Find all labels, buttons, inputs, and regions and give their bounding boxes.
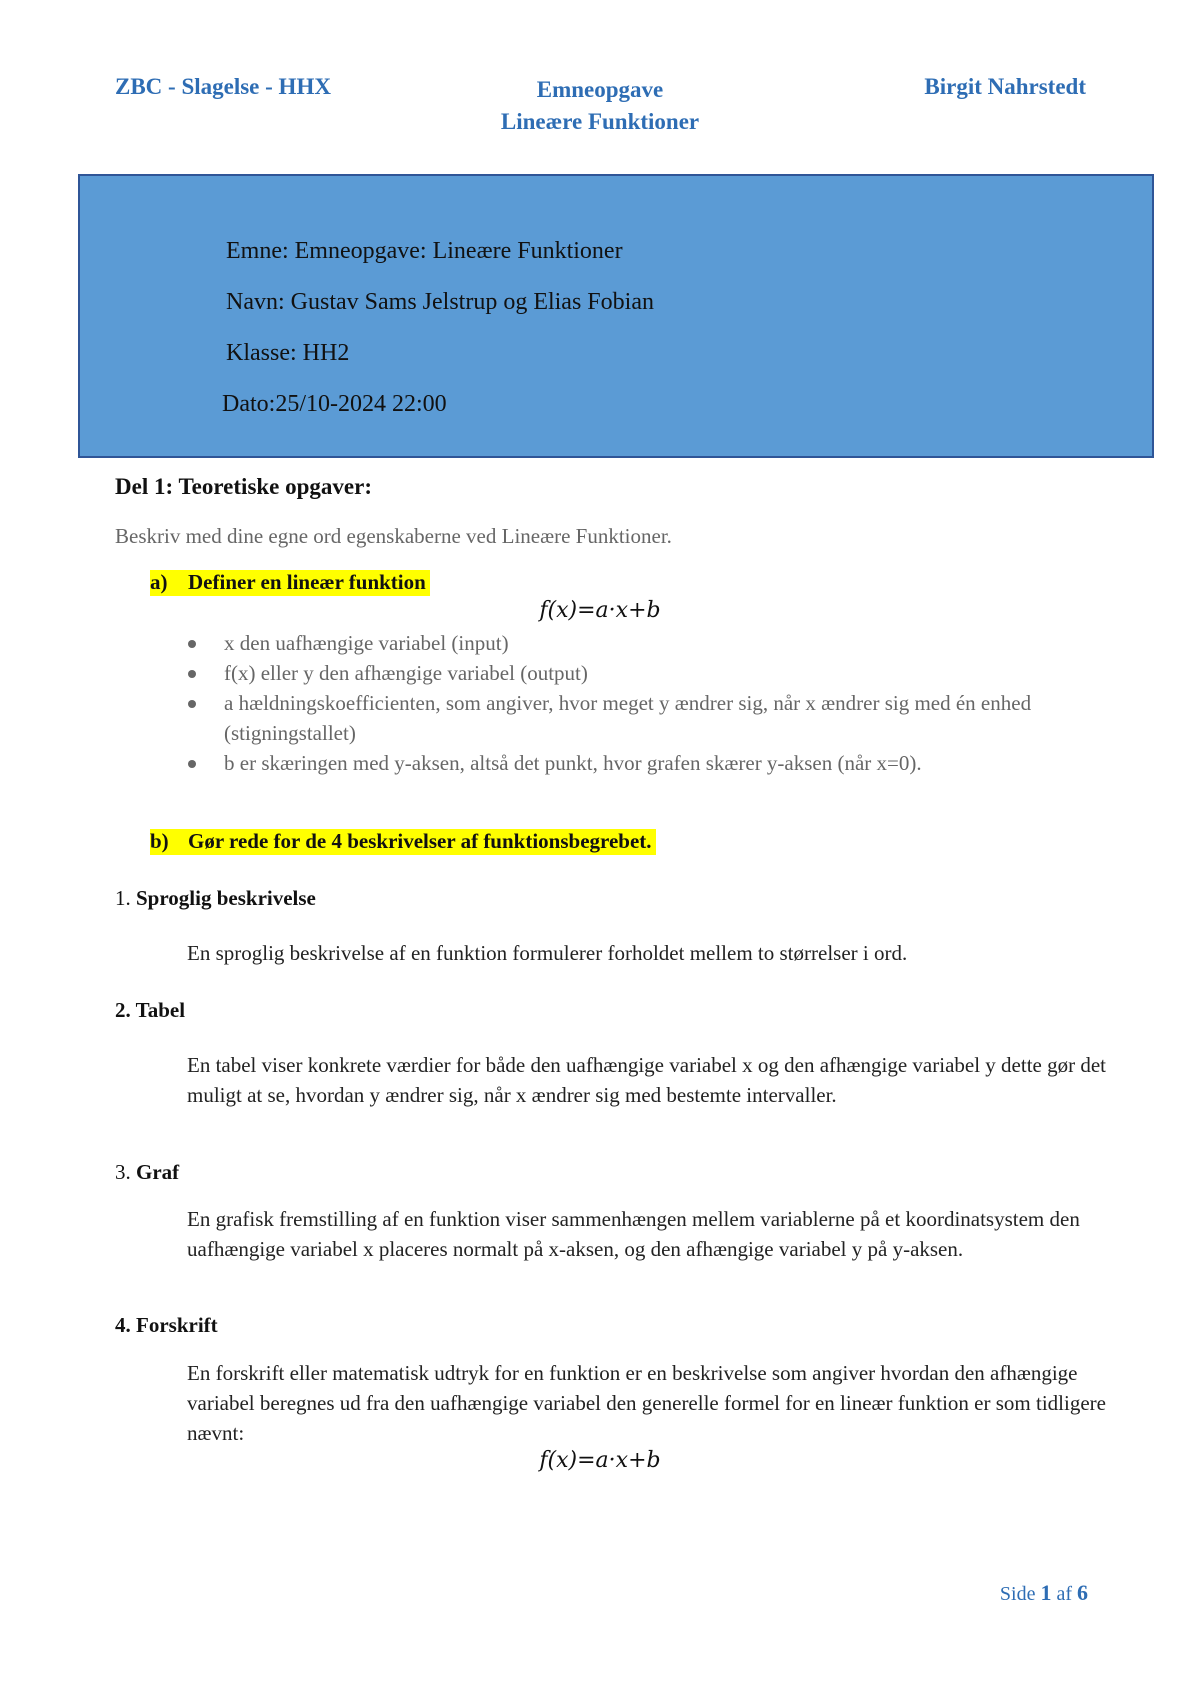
section-4-body: En forskrift eller matematisk udtryk for en funktion er en beskrivelse som angiver hvordan den afhængige variabel beregnes ud fra den uafhængige variabel den generelle formel for en lineær funktion er som tidligere nævnt: — [187, 1361, 1106, 1445]
section-1-title — [115, 886, 316, 911]
task-b-label: b) — [150, 829, 169, 853]
section-4-title — [115, 1313, 218, 1338]
section-3-title — [115, 1160, 179, 1185]
section-2-body: En tabel viser konkrete værdier for både den uafhængige variabel x og den afhængige variabel y dette gør det muligt at se, hvordan y ændrer sig, når x ændrer sig med bestemte intervaller. — [187, 1053, 1107, 1107]
info-box — [78, 174, 1154, 458]
header-title-line2: Lineære Funktioner — [500, 109, 700, 134]
list-item: b er skæringen med y-aksen, altså det punkt, hvor grafen skærer y-aksen (når x=0). — [186, 748, 1086, 778]
section-4-name: Forskrift — [136, 1313, 218, 1337]
info-dato: Dato:25/10-2024 22:00 — [222, 391, 447, 417]
section-1-body: En sproglig beskrivelse af en funktion formulerer forholdet mellem to størrelser i ord. — [187, 941, 908, 965]
header-school: ZBC - Slagelse - HHX — [115, 74, 331, 99]
formula-a: f(x)=a·x+b — [539, 598, 661, 623]
section-2-title — [115, 998, 185, 1023]
section-1-number: 1. — [115, 886, 131, 910]
list-item: f(x) eller y den afhængige variabel (output) — [186, 658, 1086, 688]
page-current: 1 — [1040, 1580, 1052, 1605]
section-2-name: Tabel — [135, 998, 186, 1022]
section-2-number: 2. — [115, 998, 131, 1022]
task-a-label: a) — [150, 570, 168, 594]
page-side-label: Side — [999, 1583, 1036, 1605]
list-item: x den uafhængige variabel (input) — [186, 628, 1086, 658]
page-total: 6 — [1077, 1580, 1088, 1605]
info-navn: Navn: Gustav Sams Jelstrup og Elias Fobian — [226, 289, 654, 315]
section-3-body: En grafisk fremstilling af en funktion viser sammenhængen mellem variablerne på et koordinatsystem den uafhængige variabel x placeres normalt på x-aksen, og den afhængige variabel y på y-aksen. — [187, 1207, 1080, 1261]
section-3-number: 3. — [115, 1160, 131, 1184]
formula-forskrift: f(x)=a·x+b — [539, 1448, 661, 1473]
header-teacher: Birgit Nahrstedt — [924, 74, 1086, 99]
list-item: a hældningskoefficienten, som angiver, hvor meget y ændrer sig, når x ændrer sig med én enhed (stigningstallet) — [186, 688, 1086, 748]
section-heading-del1: Del 1: Teoretiske opgaver: — [115, 474, 373, 499]
task-b-heading — [150, 829, 656, 855]
header-title-line1: Emneopgave — [536, 77, 664, 102]
section-4-number: 4. — [115, 1313, 131, 1337]
info-emne: Emne: Emneopgave: Lineære Funktioner — [226, 238, 623, 264]
definition-list — [186, 628, 1086, 778]
info-klasse: Klasse: HH2 — [226, 340, 350, 366]
page-af-label: af — [1056, 1583, 1072, 1605]
page-number — [1000, 1580, 1088, 1606]
task-a-heading — [150, 570, 430, 596]
section-1-name: Sproglig beskrivelse — [136, 886, 316, 910]
section-3-name: Graf — [136, 1160, 180, 1184]
task-a-text: Definer en lineær funktion — [188, 570, 426, 594]
intro-paragraph: Beskriv med dine egne ord egenskaberne ved Lineære Funktioner. — [115, 524, 672, 548]
task-b-text: Gør rede for de 4 beskrivelser af funktionsbegrebet. — [188, 829, 652, 853]
